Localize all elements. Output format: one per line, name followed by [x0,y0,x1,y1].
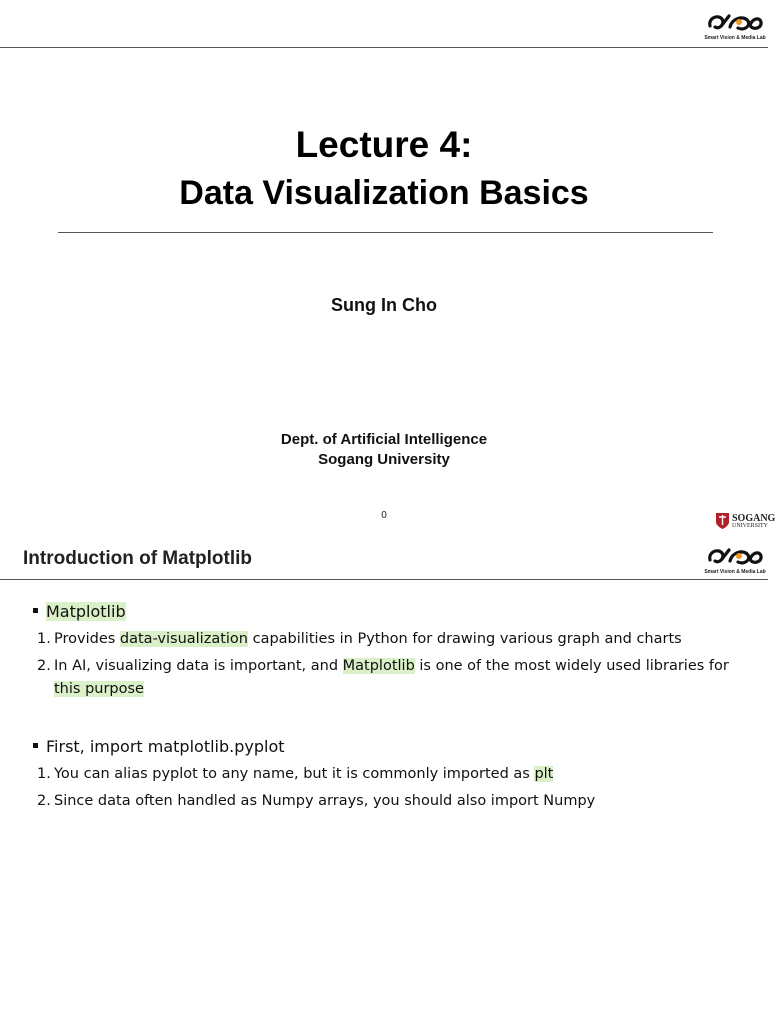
university-logo-line2: UNIVERSITY [732,523,768,529]
header-divider [0,579,768,580]
university-name: Sogang University [318,451,450,468]
item-text: You can alias pyplot to any name, but it is commonly imported as [54,766,535,782]
department-name: Dept. of Artificial Intelligence [280,431,488,448]
bullet-square-icon [33,608,38,613]
item-highlight: plt [534,766,554,782]
item-text: is one of the most widely used libraries for [414,658,729,674]
bullet-label: First, import matplotlib.pyplot [46,737,285,756]
bullet-square-icon [33,743,38,748]
author-name: Sung In Cho [331,295,437,315]
item-number: 1. [37,631,51,647]
item-text: Provides [54,631,120,647]
lecture-title-line2: Data Visualization Basics [179,174,589,212]
item-highlight: this purpose [54,681,144,697]
sogang-shield-icon [716,513,729,529]
item-number: 1. [37,766,51,782]
bullet-import [33,737,285,756]
list-item [37,766,553,782]
lab-logo-icon [704,10,766,36]
lecture-title-line1: Lecture 4: [295,124,473,165]
item-number: 2. [37,658,51,674]
item-text: In AI, visualizing data is important, and [54,658,343,674]
bullet-matplotlib [33,602,126,621]
page-number: 0 [381,510,387,521]
lab-logo [704,544,766,578]
list-item [37,793,595,809]
list-item-continuation [54,681,144,697]
lab-logo [704,10,766,44]
list-item [37,658,729,674]
list-item [37,631,682,647]
lab-logo-icon [704,544,766,570]
university-logo [716,512,775,532]
lab-logo-caption: Smart Vision & Media Lab [704,569,766,575]
item-number: 2. [37,793,51,809]
lab-logo-caption: Smart Vision & Media Lab [704,35,766,41]
slide-title: Introduction of Matplotlib [23,548,253,569]
item-text: Since data often handled as Numpy arrays, you should also import Numpy [54,793,596,809]
bullet-label: Matplotlib [46,602,126,621]
item-highlight: Matplotlib [342,658,415,674]
item-highlight: data-visualization [119,631,248,647]
content-slide [0,540,768,1024]
title-divider [58,232,713,233]
item-text: capabilities in Python for drawing various graph and charts [247,631,682,647]
header-divider [0,47,768,48]
university-logo-line1: SOGANG [732,513,775,524]
